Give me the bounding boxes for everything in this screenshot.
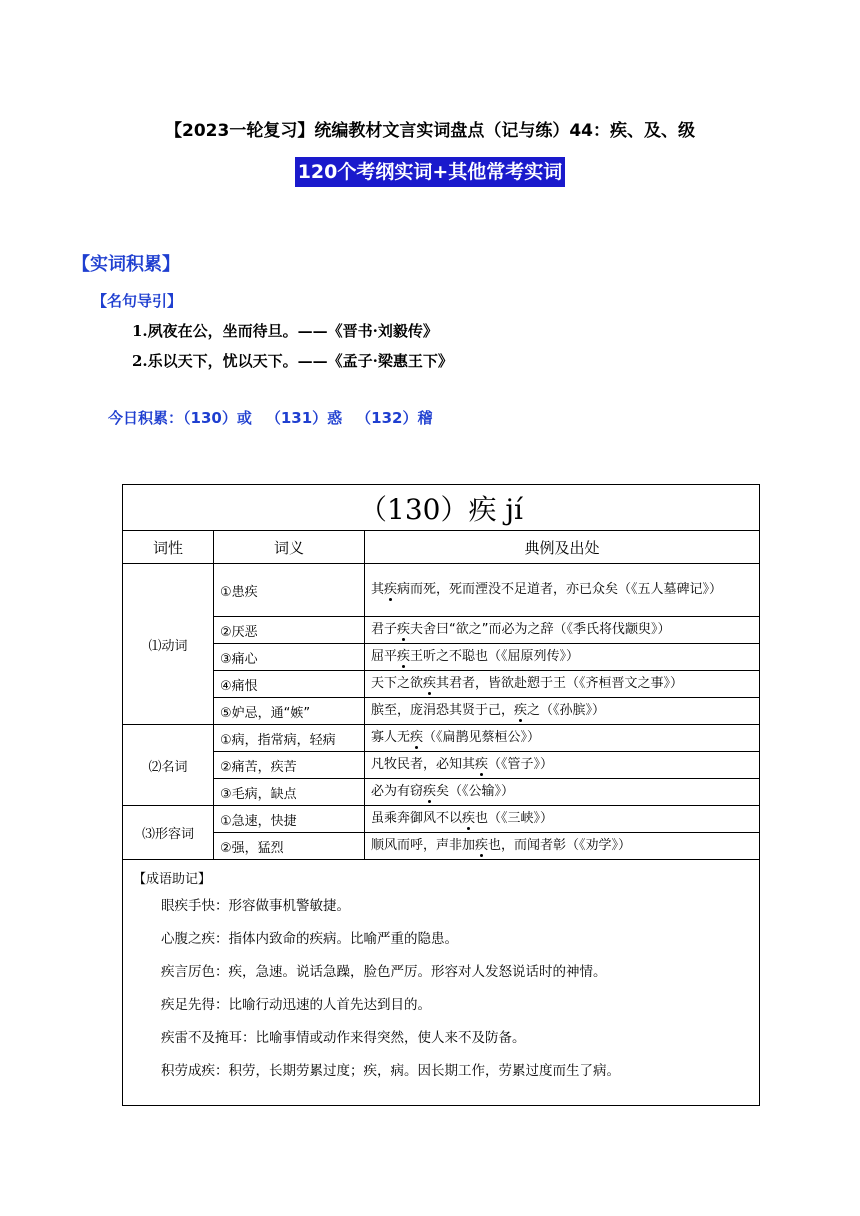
example-text: （《扁鹊见蔡桓公》） (423, 730, 541, 745)
quote-1: 1.夙夜在公，坐而待旦。——《晋书·刘毅传》 (132, 322, 438, 340)
idiom-line: 心腹之疾：指体内致命的疾病。比喻严重的隐患。 (161, 931, 458, 947)
idiom-line: 积劳成疾：积劳，长期劳累过度；疾，病。因长期工作，劳累过度而生了病。 (161, 1063, 620, 1079)
example-text: 必为有窃 (371, 784, 424, 799)
example-text: 也（《三峡》） (475, 811, 554, 826)
meaning-cell: ①病，指常病，轻病 (214, 725, 365, 752)
emphasized-char: 疾 (514, 703, 528, 718)
table-row (123, 806, 760, 833)
table-row (123, 671, 760, 698)
emphasized-char: 疾 (462, 811, 476, 826)
example-cell (365, 617, 760, 644)
example-cell (365, 698, 760, 725)
emphasized-char: 疾 (423, 784, 437, 799)
table-heading: （130）疾 jí (123, 485, 760, 531)
document-subtitle: 120个考纲实词+其他常考实词 (295, 157, 566, 187)
idiom-line: 疾雷不及掩耳：比喻事情或动作来得突然，使人来不及防备。 (161, 1030, 526, 1046)
meaning-cell: ②痛苦，疾苦 (214, 752, 365, 779)
example-cell (365, 752, 760, 779)
emphasized-char: 疾 (475, 757, 489, 772)
idioms-box (123, 860, 760, 1106)
meaning-cell: ④痛恨 (214, 671, 365, 698)
column-header: 词性 (123, 531, 214, 564)
today-accumulation (108, 407, 446, 428)
table-row (123, 617, 760, 644)
example-text: 其君者，皆欲赴愬于王（《齐桓晋文之事》） (436, 676, 684, 691)
example-text: 君子 (371, 622, 398, 637)
example-cell (365, 833, 760, 860)
meaning-cell: ③毛病，缺点 (214, 779, 365, 806)
part-of-speech: ⑶形容词 (123, 806, 214, 860)
column-header: 典例及出处 (365, 531, 760, 564)
example-cell (365, 725, 760, 752)
part-of-speech: ⑵名词 (123, 725, 214, 806)
meaning-cell: ②厌恶 (214, 617, 365, 644)
idiom-line: 疾足先得：比喻行动迅速的人首先达到目的。 (161, 997, 431, 1013)
meaning-cell: ③痛心 (214, 644, 365, 671)
emphasized-char: 疾 (397, 649, 411, 664)
document-title: 【2023一轮复习】统编教材文言实词盘点（记与练）44：疾、及、级 (165, 121, 695, 141)
emphasized-char: 疾 (475, 838, 489, 853)
example-cell (365, 779, 760, 806)
quote-2: 2.乐以天下，忧以天下。——《孟子·梁惠王下》 (132, 352, 453, 370)
table-row (123, 752, 760, 779)
table-row (123, 833, 760, 860)
idioms-heading: 【成语助记】 (133, 872, 212, 887)
example-text: 夫舍曰“欲之”而必为之辞（《季氏将伐颛臾》） (410, 622, 671, 637)
table-row (123, 644, 760, 671)
example-text: 之（《孙膑》） (527, 703, 606, 718)
example-text: 天下之欲 (371, 676, 424, 691)
today-item: （131）惑 (265, 409, 343, 427)
example-text: 其 (371, 582, 385, 597)
part-of-speech: ⑴动词 (123, 564, 214, 725)
table-row (123, 725, 760, 752)
meaning-cell: ①患疾 (214, 564, 365, 617)
example-text: 虽乘奔御风不以 (371, 811, 463, 826)
table-row (123, 698, 760, 725)
emphasized-char: 疾 (423, 676, 437, 691)
section-heading: 【实词积累】 (72, 254, 180, 275)
word-table (122, 484, 760, 1106)
example-text: （《管子》） (488, 757, 554, 772)
example-cell (365, 806, 760, 833)
example-text: 矣（《公输》） (436, 784, 515, 799)
meaning-cell: ②强，猛烈 (214, 833, 365, 860)
idiom-line: 疾言厉色：疾，急速。说话急躁，脸色严厉。形容对人发怒说话时的神情。 (161, 964, 607, 980)
example-text: 也，而闻者彰（《劝学》） (488, 838, 632, 853)
example-text: 病而死，死而湮没不足道者，亦已众矣（《五人墓碑记》） (397, 582, 723, 597)
emphasized-char: 疾 (410, 730, 424, 745)
today-item: （130）或 (183, 409, 252, 427)
example-text: 寡人无 (371, 730, 411, 745)
section-subheading: 【名句导引】 (92, 292, 183, 310)
example-cell (365, 564, 760, 617)
example-cell (365, 671, 760, 698)
emphasized-char: 疾 (384, 582, 398, 597)
today-item: （132）稽 (356, 409, 433, 427)
example-cell (365, 644, 760, 671)
example-text: 顺风而呼，声非加 (371, 838, 476, 853)
table-row (123, 779, 760, 806)
example-text: 屈平 (371, 649, 398, 664)
table-row (123, 564, 760, 617)
column-header: 词义 (214, 531, 365, 564)
emphasized-char: 疾 (397, 622, 411, 637)
example-text: 膑至，庞涓恐其贤于己， (371, 703, 515, 718)
example-text: 凡牧民者，必知其 (371, 757, 476, 772)
idiom-line: 眼疾手快：形容做事机警敏捷。 (161, 898, 350, 914)
meaning-cell: ①急速，快捷 (214, 806, 365, 833)
example-text: 王听之不聪也（《屈原列传》） (410, 649, 580, 664)
today-label: 今日积累： (108, 409, 184, 427)
meaning-cell: ⑤妒忌，通“嫉” (214, 698, 365, 725)
